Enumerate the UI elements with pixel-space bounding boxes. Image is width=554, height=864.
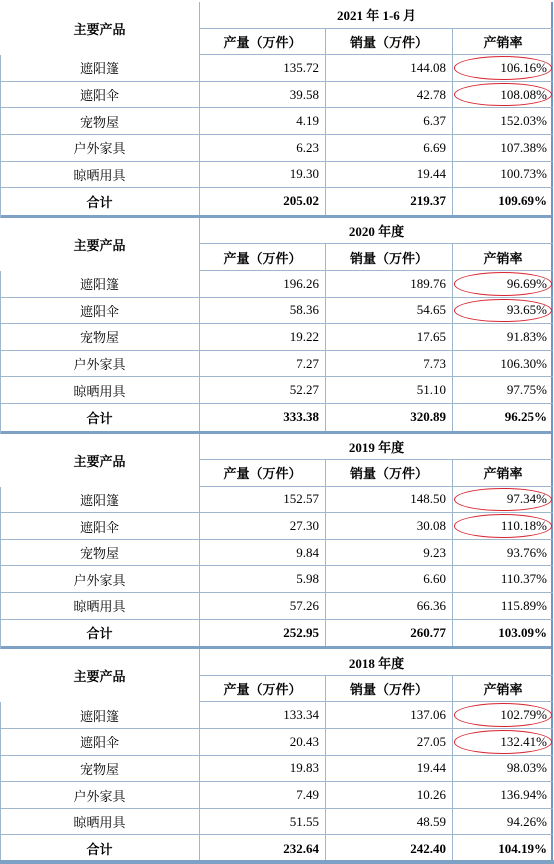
product-name: 户外家具 [0, 782, 200, 808]
production-value: 5.98 [200, 566, 326, 592]
ratio-value-circled: 110.18% [453, 513, 553, 539]
production-sales-table [0, 2, 553, 862]
total-production: 205.02 [200, 188, 326, 215]
ratio-value: 97.75% [506, 382, 547, 398]
sales-header: 销量（万件） [326, 29, 453, 55]
ratio-value-circled: 102.79% [453, 702, 553, 728]
product-name: 宠物屋 [0, 108, 200, 134]
table-row [0, 135, 553, 162]
table-row [0, 324, 553, 351]
ratio-value-circled: 132.41% [453, 729, 553, 755]
total-sales: 260.77 [326, 620, 453, 647]
table-row [0, 782, 553, 809]
production-value: 27.30 [200, 513, 326, 539]
total-sales: 320.89 [326, 404, 453, 431]
production-value: 135.72 [200, 55, 326, 81]
sales-value: 6.60 [326, 566, 453, 592]
product-name: 遮阳篷 [0, 487, 200, 513]
ratio-header: 产销率 [483, 250, 523, 266]
sales-value: 137.06 [326, 702, 453, 728]
production-value: 133.34 [200, 702, 326, 728]
production-value: 57.26 [200, 593, 326, 619]
product-column-header: 主要产品 [0, 218, 200, 271]
table-row [0, 351, 553, 378]
ratio-value: 98.03% [506, 760, 547, 776]
sales-value: 54.65 [326, 298, 453, 324]
period-block-2019 [0, 434, 553, 647]
table-row [0, 702, 553, 729]
table-row [0, 162, 553, 189]
production-value: 196.26 [200, 271, 326, 297]
product-name: 遮阳伞 [0, 513, 200, 539]
total-label: 合计 [0, 620, 200, 647]
sales-value: 51.10 [326, 377, 453, 403]
period-block-2021-h1 [0, 2, 553, 215]
total-production: 252.95 [200, 620, 326, 647]
ratio-value: 100.73% [500, 166, 547, 182]
sales-header: 销量（万件） [326, 460, 453, 486]
total-label: 合计 [0, 835, 200, 862]
total-row [0, 404, 553, 431]
sales-value: 6.37 [326, 108, 453, 134]
sales-value: 19.44 [326, 756, 453, 782]
sales-value: 10.26 [326, 782, 453, 808]
period-block-2020 [0, 218, 553, 431]
production-value: 19.83 [200, 756, 326, 782]
table-row [0, 82, 553, 109]
total-row [0, 188, 553, 215]
period-label: 2019 年度 [348, 439, 405, 455]
sales-value: 148.50 [326, 487, 453, 513]
total-sales: 219.37 [326, 188, 453, 215]
production-value: 39.58 [200, 82, 326, 108]
ratio-header: 产销率 [483, 34, 523, 50]
ratio-value-circled: 93.65% [453, 298, 553, 324]
total-row [0, 620, 553, 647]
total-production: 333.38 [200, 404, 326, 431]
ratio-value: 91.83% [506, 328, 547, 344]
production-value: 7.49 [200, 782, 326, 808]
ratio-value: 93.76% [506, 544, 547, 560]
total-row [0, 835, 553, 862]
sales-value: 19.44 [326, 162, 453, 188]
product-name: 晾晒用具 [0, 162, 200, 188]
ratio-value-circled: 97.34% [453, 487, 553, 513]
product-column-header: 主要产品 [0, 2, 200, 55]
period-label: 2020 年度 [348, 224, 405, 240]
product-name: 晾晒用具 [0, 809, 200, 835]
ratio-value: 106.30% [500, 355, 547, 371]
production-value: 6.23 [200, 135, 326, 161]
production-value: 51.55 [200, 809, 326, 835]
production-value: 7.27 [200, 351, 326, 377]
sales-value: 189.76 [326, 271, 453, 297]
production-header: 产量（万件） [200, 29, 326, 55]
product-name: 宠物屋 [0, 756, 200, 782]
production-value: 19.30 [200, 162, 326, 188]
ratio-value: 115.89% [500, 597, 547, 613]
sales-value: 42.78 [326, 82, 453, 108]
table-row [0, 756, 553, 783]
sales-value: 48.59 [326, 809, 453, 835]
ratio-value-circled: 96.69% [453, 271, 553, 297]
product-name: 遮阳伞 [0, 298, 200, 324]
table-row [0, 729, 553, 756]
sales-value: 27.05 [326, 729, 453, 755]
product-name: 晾晒用具 [0, 593, 200, 619]
total-ratio: 96.25% [504, 409, 547, 425]
table-bottom-border [0, 860, 554, 864]
total-label: 合计 [0, 404, 200, 431]
total-production: 232.64 [200, 835, 326, 862]
total-ratio: 103.09% [498, 624, 547, 640]
ratio-value: 152.03% [500, 113, 547, 129]
sales-value: 30.08 [326, 513, 453, 539]
period-label: 2018 年度 [348, 655, 405, 671]
ratio-header: 产销率 [483, 682, 523, 698]
product-name: 宠物屋 [0, 324, 200, 350]
production-value: 19.22 [200, 324, 326, 350]
table-row [0, 271, 553, 298]
production-header: 产量（万件） [200, 244, 326, 270]
product-name: 遮阳伞 [0, 82, 200, 108]
table-row [0, 298, 553, 325]
production-value: 20.43 [200, 729, 326, 755]
production-header: 产量（万件） [200, 460, 326, 486]
product-column-header: 主要产品 [0, 434, 200, 487]
period-block-2018 [0, 649, 553, 862]
table-row [0, 593, 553, 620]
total-ratio: 109.69% [498, 193, 547, 209]
table-row [0, 513, 553, 540]
product-name: 遮阳伞 [0, 729, 200, 755]
period-label: 2021 年 1-6 月 [336, 8, 417, 24]
ratio-value: 94.26% [506, 813, 547, 829]
ratio-value: 107.38% [500, 139, 547, 155]
product-name: 遮阳篷 [0, 55, 200, 81]
production-value: 152.57 [200, 487, 326, 513]
sales-header: 销量（万件） [326, 676, 453, 702]
sales-value: 66.36 [326, 593, 453, 619]
production-header: 产量（万件） [200, 676, 326, 702]
production-value: 9.84 [200, 540, 326, 566]
sales-header: 销量（万件） [326, 244, 453, 270]
production-value: 58.36 [200, 298, 326, 324]
table-row [0, 566, 553, 593]
table-row [0, 809, 553, 836]
product-name: 户外家具 [0, 566, 200, 592]
total-ratio: 104.19% [498, 840, 547, 856]
table-row [0, 540, 553, 567]
sales-value: 144.08 [326, 55, 453, 81]
sales-value: 7.73 [326, 351, 453, 377]
product-name: 遮阳篷 [0, 271, 200, 297]
ratio-value: 136.94% [500, 787, 547, 803]
product-name: 户外家具 [0, 351, 200, 377]
table-row [0, 377, 553, 404]
table-row [0, 108, 553, 135]
product-name: 宠物屋 [0, 540, 200, 566]
production-value: 4.19 [200, 108, 326, 134]
table-row [0, 55, 553, 82]
ratio-header: 产销率 [483, 466, 523, 482]
sales-value: 17.65 [326, 324, 453, 350]
total-label: 合计 [0, 188, 200, 215]
sales-value: 9.23 [326, 540, 453, 566]
product-name: 户外家具 [0, 135, 200, 161]
ratio-value-circled: 108.08% [453, 82, 553, 108]
product-name: 遮阳篷 [0, 702, 200, 728]
product-name: 晾晒用具 [0, 377, 200, 403]
sales-value: 6.69 [326, 135, 453, 161]
table-row [0, 487, 553, 514]
ratio-value: 110.37% [500, 571, 547, 587]
product-column-header: 主要产品 [0, 649, 200, 702]
ratio-value-circled: 106.16% [453, 55, 553, 81]
production-value: 52.27 [200, 377, 326, 403]
total-sales: 242.40 [326, 835, 453, 862]
